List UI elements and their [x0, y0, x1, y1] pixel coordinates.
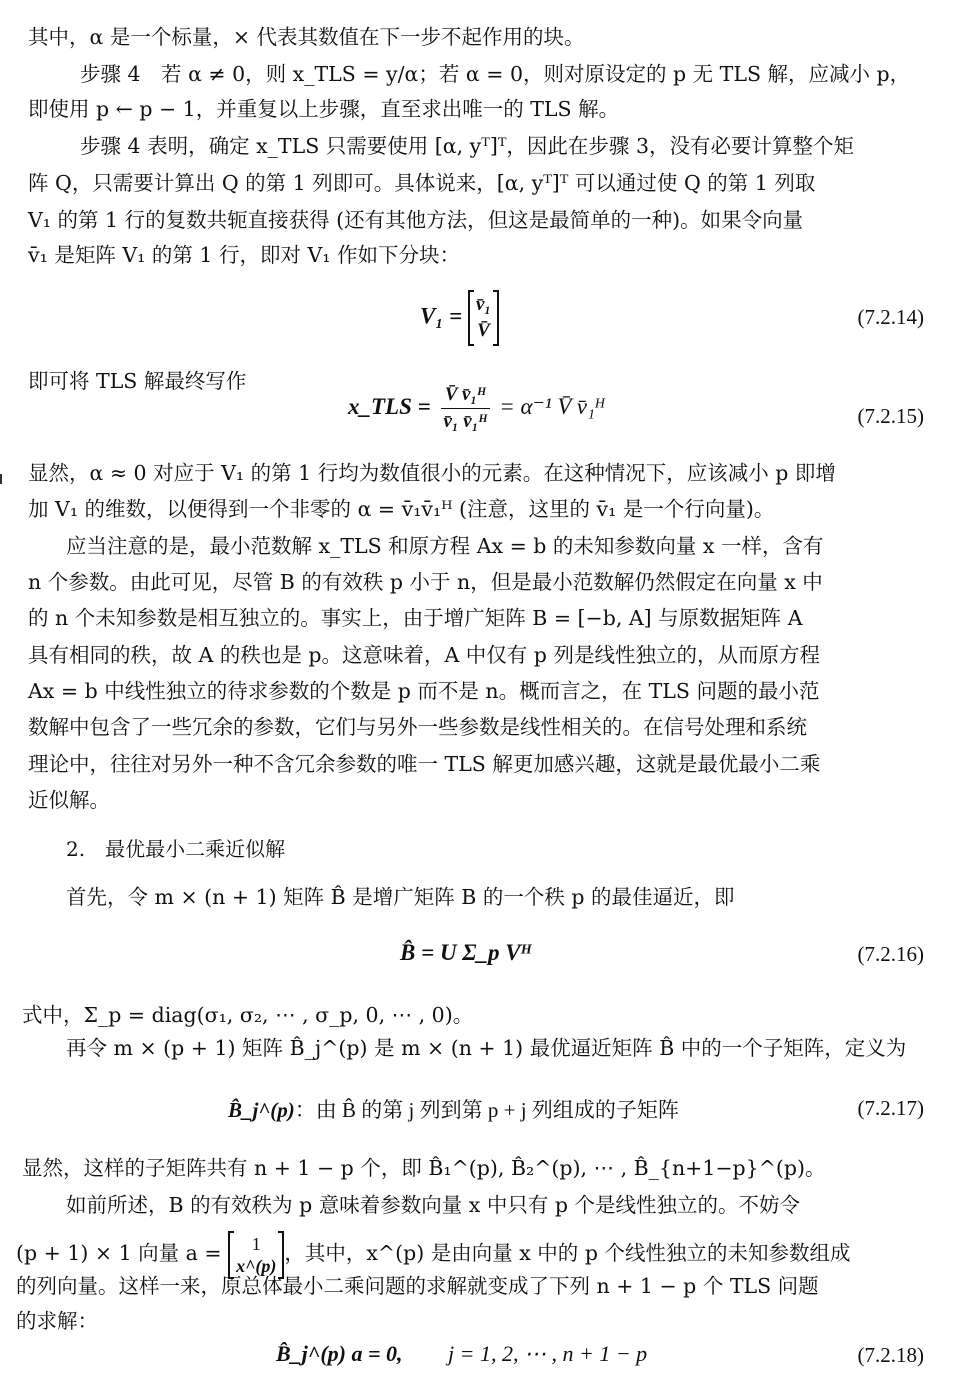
matrix-row-1: v̄₁: [475, 294, 492, 315]
eq-body: B̂ = U Σ_p Vᴴ: [400, 940, 531, 965]
section-heading: 2. 最优最小二乘近似解: [66, 837, 286, 861]
paragraph-line: 步骤 4 表明，确定 x_TLS 只需要使用 [α, yᵀ]ᵀ，因此在步骤 3，没有必要计算整个矩: [80, 134, 854, 158]
eq-rhs: = α⁻¹ V̄ v̄₁ᴴ: [499, 393, 604, 419]
paragraph-line: 式中，Σ_p = diag(σ₁, σ₂, ⋯ , σ_p, 0, ⋯ , 0)。: [22, 1003, 474, 1027]
paragraph-line: 其中，α 是一个标量，× 代表其数值在下一步不起作用的块。: [28, 25, 585, 49]
block-matrix: [468, 290, 499, 346]
denominator: v̄₁ v̄₁ᴴ: [443, 411, 487, 432]
eq-rhs: j = 1, 2, ⋯ , n + 1 − p: [448, 1341, 648, 1366]
eq-lhs: B̂_j^(p): [228, 1098, 295, 1122]
paragraph-line: 即可将 TLS 解最终写作: [28, 369, 247, 393]
paragraph-line: v̄₁ 是矩阵 V₁ 的第 1 行，即对 V₁ 作如下分块：: [28, 243, 461, 267]
paragraph-line: 数解中包含了一些冗余的参数，它们与另外一些参数是线性相关的。在信号处理和系统: [28, 715, 807, 739]
line-prefix: (p + 1) × 1 向量 a =: [16, 1241, 229, 1265]
fraction: [441, 384, 490, 433]
equation-7-2-15: [348, 384, 603, 433]
eq-lhs: V₁ =: [420, 303, 463, 329]
paragraph-line: n 个参数。由此可见，尽管 B 的有效秩 p 小于 n，但是最小范数解仍然假定在向量 x 中: [28, 570, 823, 594]
paragraph-line: Ax = b 中线性独立的待求参数的个数是 p 而不是 n。概而言之，在 TLS 问题的最小范: [28, 679, 820, 703]
equation-7-2-17: [228, 1094, 679, 1124]
equation-7-2-14: [420, 290, 499, 346]
step4-line: 步骤 4 若 α ≠ 0，则 x_TLS = y/α；若 α = 0，则对原设定的 p 无 TLS 解，应减小 p，: [80, 62, 911, 86]
paragraph-line: 理论中，往往对另外一种不含冗余参数的唯一 TLS 解更加感兴趣，这就是最优最小二乘: [28, 752, 821, 776]
line-suffix: ，其中，x^(p) 是由向量 x 中的 p 个线性独立的未知参数组成: [284, 1241, 851, 1265]
matrix-row-2: V̄: [477, 320, 490, 341]
equation-number: (7.2.14): [857, 305, 924, 329]
vector-row-1: 1: [251, 1233, 261, 1254]
paragraph-line: 具有相同的秩，故 A 的秩也是 p。这意味着，A 中仅有 p 列是线性独立的，从而原方程: [28, 643, 820, 667]
equation-7-2-18: [276, 1341, 647, 1367]
paragraph-line: 的求解：: [16, 1309, 98, 1333]
paragraph-line: 阵 Q，只需要计算出 Q 的第 1 列即可。具体说来，[α, yᵀ]ᵀ 可以通过使 Q 的第 1 列取: [28, 171, 816, 195]
page-margin-mark: [0, 474, 2, 484]
eq-lhs: x_TLS =: [348, 393, 431, 419]
numerator: V̄ v̄₁ᴴ: [441, 384, 490, 409]
paragraph-line: V₁ 的第 1 行的复数共轭直接获得 (还有其他方法，但这是最简单的一种)。如果令向量: [28, 208, 804, 232]
equation-number: (7.2.18): [857, 1343, 924, 1367]
paragraph-line: 应当注意的是，最小范数解 x_TLS 和原方程 Ax = b 的未知参数向量 x 一样，含有: [66, 534, 824, 558]
equation-number: (7.2.15): [857, 404, 924, 428]
paragraph-line: 的列向量。这样一来，原总体最小二乘问题的求解就变成了下列 n + 1 − p 个 TLS 问题: [16, 1274, 819, 1298]
paragraph-line: 显然，α ≈ 0 对应于 V₁ 的第 1 行均为数值很小的元素。在这种情况下，应该减小 p 即增: [28, 461, 836, 485]
paragraph-line: 即使用 p ← p − 1，并重复以上步骤，直至求出唯一的 TLS 解。: [28, 97, 620, 121]
paragraph-line: 的 n 个未知参数是相互独立的。事实上，由于增广矩阵 B = [−b, A] 与原数据矩阵 A: [28, 606, 803, 630]
equation-7-2-16: [400, 940, 531, 966]
equation-number: (7.2.16): [857, 942, 924, 966]
paragraph-line: 再令 m × (p + 1) 矩阵 B̂_j^(p) 是 m × (n + 1) 最优逼近矩阵 B̂ 中的一个子矩阵，定义为: [66, 1036, 907, 1060]
paragraph-line: 首先，令 m × (n + 1) 矩阵 B̂ 是增广矩阵 B 的一个秩 p 的最佳逼近，即: [66, 885, 735, 909]
paragraph-line: 显然，这样的子矩阵共有 n + 1 − p 个，即 B̂₁^(p), B̂₂^(p), ⋯ , B̂_{n+1−p}^(p)。: [22, 1156, 826, 1180]
paragraph-line: 近似解。: [28, 788, 110, 812]
eq-body: ：由 B̂ 的第 j 列到第 p + j 列组成的子矩阵: [294, 1098, 679, 1122]
eq-lhs: B̂_j^(p) a = 0,: [276, 1341, 403, 1366]
paragraph-line: 加 V₁ 的维数，以便得到一个非零的 α = v̄₁v̄₁ᴴ (注意，这里的 v̄₁ 是一个行向量)。: [28, 497, 775, 521]
equation-number: (7.2.17): [857, 1096, 924, 1120]
vector-row-2: x^(p): [236, 1255, 277, 1276]
paragraph-line: 如前所述，B 的有效秩为 p 意味着参数向量 x 中只有 p 个是线性独立的。不妨令: [66, 1193, 800, 1217]
